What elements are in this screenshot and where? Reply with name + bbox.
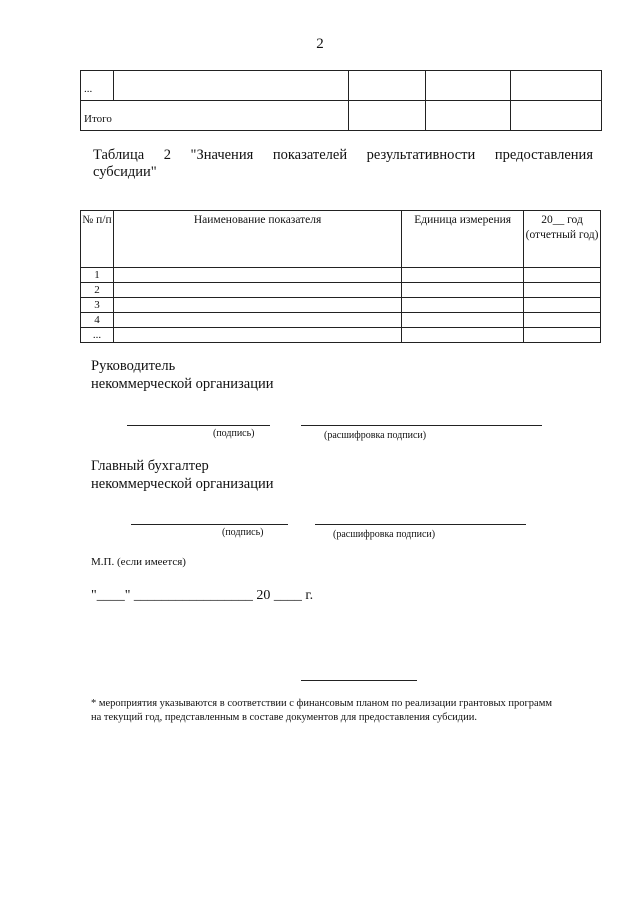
table-cell <box>113 328 401 343</box>
table-cell <box>524 328 601 343</box>
header-year: 20__ год (отчетный год) <box>524 211 601 268</box>
table-cell <box>349 71 426 101</box>
accountant-signature-line <box>131 524 288 525</box>
table-cell <box>402 328 524 343</box>
stamp-note: М.П. (если имеется) <box>91 556 186 568</box>
head-signature-line <box>127 425 270 426</box>
table-cell <box>402 298 524 313</box>
header-unit: Единица измерения <box>402 211 524 268</box>
table-cell <box>402 283 524 298</box>
table-row <box>81 313 601 328</box>
footnote: * мероприятия указываются в соответствии с финансовым планом по реализации грантовых программ на текущий год, представленным в составе документов для предоставления субсидии. <box>91 698 553 723</box>
table-cell <box>524 283 601 298</box>
table2-title: Таблица 2 "Значения показателей результативности предоставления <box>93 147 593 163</box>
page-number: 2 <box>316 36 324 52</box>
row-label: ... <box>84 83 93 95</box>
table-cell <box>113 298 401 313</box>
row-number: 1 <box>81 268 114 283</box>
table-row <box>81 328 601 343</box>
row-number: 3 <box>81 298 114 313</box>
table-row <box>81 71 602 101</box>
table-row <box>81 101 602 131</box>
date-line: "____" _________________ 20 ____ г. <box>91 588 314 603</box>
table1 <box>80 70 602 131</box>
table-cell <box>113 283 401 298</box>
table-cell <box>81 101 349 131</box>
head-decode-caption: (расшифровка подписи) <box>324 430 427 441</box>
table-cell <box>113 313 401 328</box>
table-cell <box>511 71 602 101</box>
head-decode-line <box>301 425 542 426</box>
table-cell <box>426 101 511 131</box>
table-cell <box>349 101 426 131</box>
row-number: 2 <box>81 283 114 298</box>
table-cell <box>114 71 349 101</box>
accountant-sign-caption: (подпись) <box>222 527 264 538</box>
table-cell <box>511 101 602 131</box>
table-row <box>81 268 601 283</box>
head-org: некоммерческой организации <box>91 376 274 392</box>
row-number: 4 <box>81 313 114 328</box>
accountant-title: Главный бухгалтер <box>91 458 209 474</box>
table-cell <box>524 298 601 313</box>
head-sign-caption: (подпись) <box>213 428 255 439</box>
table-cell <box>402 313 524 328</box>
table2-title-cont: субсидии" <box>93 164 157 180</box>
table-cell <box>426 71 511 101</box>
row-number: ... <box>81 328 114 343</box>
head-title: Руководитель <box>91 358 176 374</box>
footnote-separator <box>301 680 417 681</box>
accountant-decode-caption: (расшифровка подписи) <box>333 529 436 540</box>
table-row <box>81 298 601 313</box>
table-header-row <box>81 211 601 268</box>
table-cell <box>402 268 524 283</box>
table-cell <box>113 268 401 283</box>
total-label: Итого <box>84 113 112 125</box>
header-number: № п/п <box>81 211 114 268</box>
table-cell <box>524 313 601 328</box>
table2 <box>80 210 601 343</box>
table-row <box>81 283 601 298</box>
header-name: Наименование показателя <box>113 211 401 268</box>
accountant-org: некоммерческой организации <box>91 476 274 492</box>
table-cell <box>524 268 601 283</box>
table-cell <box>81 71 114 101</box>
accountant-decode-line <box>315 524 526 525</box>
